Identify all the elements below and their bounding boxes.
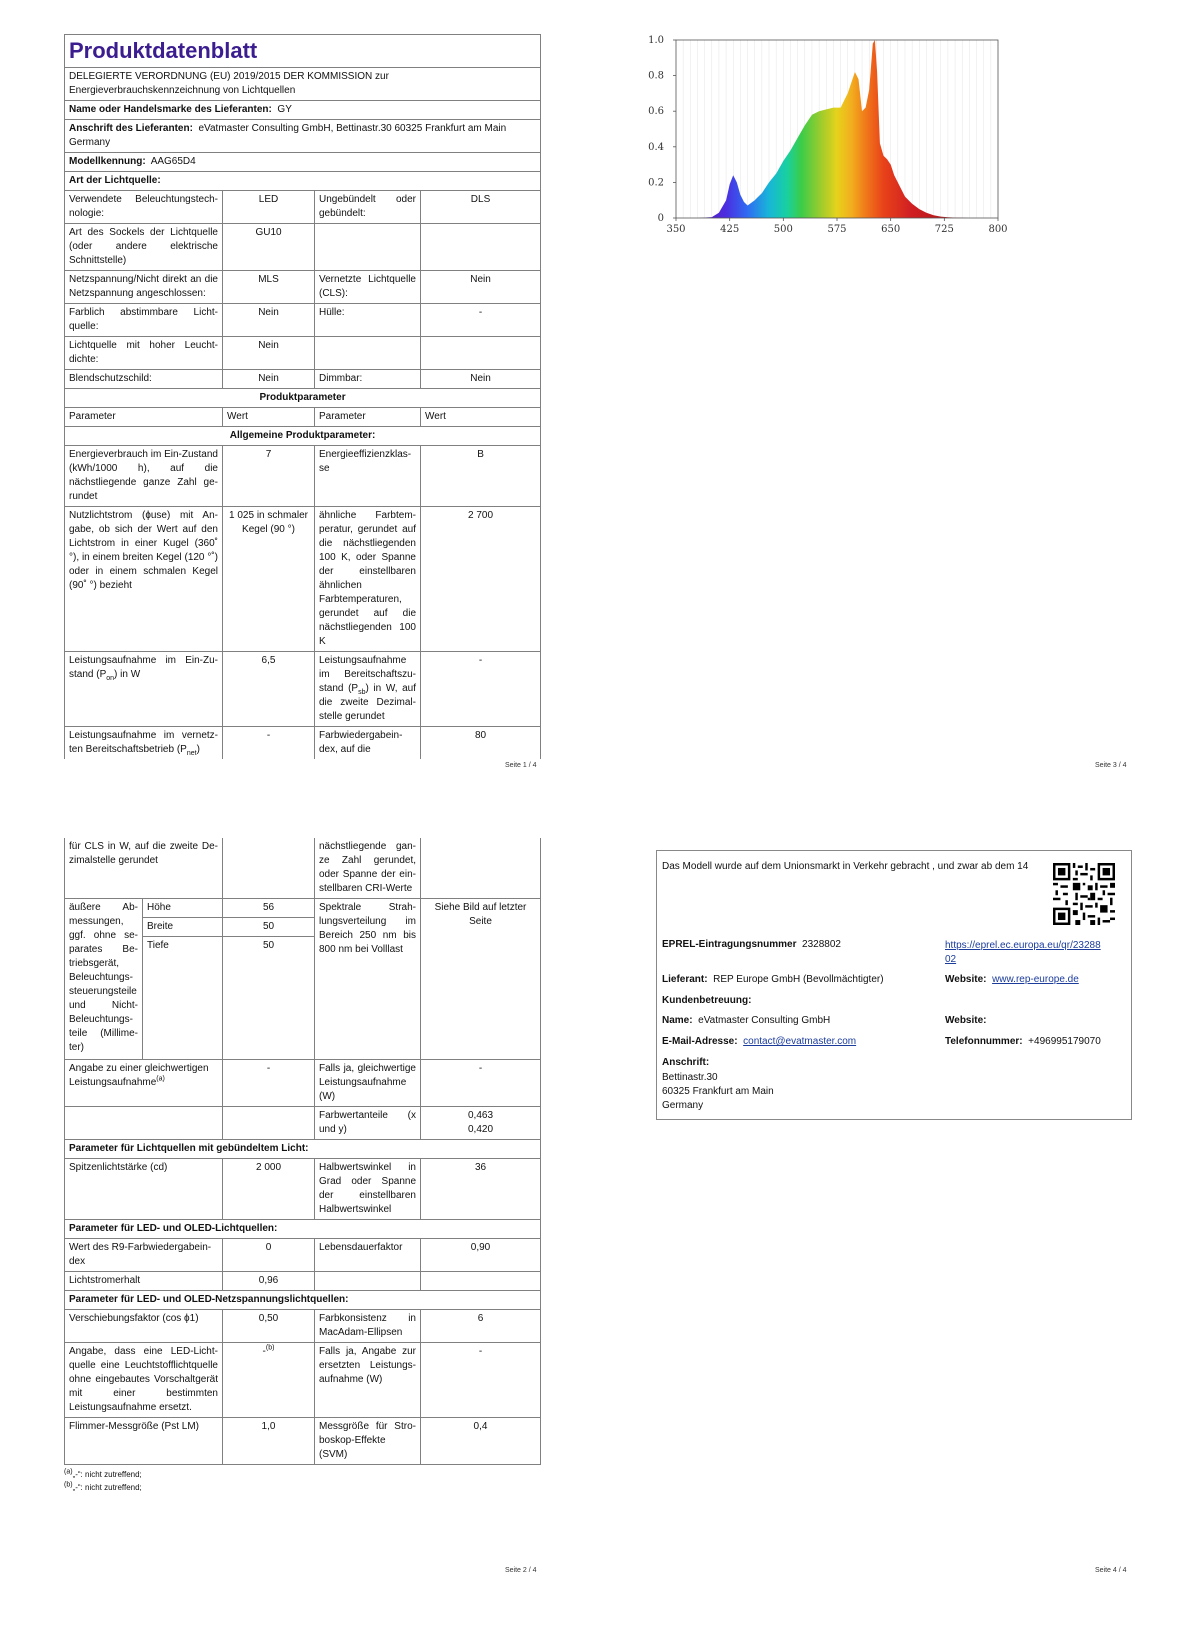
equivalent-power-value-2: - bbox=[421, 1060, 541, 1107]
energy-class-label: Energieeffizienzklasse bbox=[315, 446, 421, 507]
model-id: AAG65D4 bbox=[150, 156, 196, 167]
survival-factor-label: Lebensdauerfaktor bbox=[315, 1239, 421, 1272]
spectrum-area bbox=[676, 40, 998, 218]
page-number-2: Seite 2 / 4 bbox=[505, 1567, 537, 1574]
equivalent-power-label: Angabe zu einer gleichwertigen Leistungsaufnahme$^{(a)}$ bbox=[65, 1060, 223, 1107]
model-row bbox=[65, 153, 541, 172]
eprel-label: EPREL-Eintragungsnummer 2328802 bbox=[662, 939, 841, 950]
value-header: Wert bbox=[223, 408, 315, 427]
supplier-address-label: Anschrift des Lieferanten: bbox=[69, 123, 193, 134]
chromaticity-label: Farbwertanteile (x und y) bbox=[315, 1107, 421, 1140]
name-value: eVatmaster Consulting GmbH bbox=[698, 1015, 831, 1026]
equivalent-power-value: - bbox=[223, 1060, 315, 1107]
height-label: Höhe bbox=[143, 899, 223, 918]
equivalent-power-label-2: Falls ja, gleichwertige Leistungsaufnahme (W) bbox=[315, 1060, 421, 1107]
eprel-number: 2328802 bbox=[802, 939, 841, 950]
displacement-factor-label: Verschiebungsfaktor (cos ϕ1) bbox=[65, 1310, 223, 1343]
product-params-heading: Produktparameter bbox=[65, 389, 541, 408]
mains-led-heading: Parameter für LED- und OLED-Netzspannungslichtquellen: bbox=[65, 1291, 541, 1310]
param-header-2: Parameter bbox=[315, 408, 421, 427]
page-number-4: Seite 4 / 4 bbox=[1095, 1567, 1127, 1574]
phone-row: Telefonnummer: +496995179070 bbox=[945, 1036, 1101, 1047]
spectral-label: Spektrale Strahlungsverteilung im Bereich 250 nm bis 800 nm bei Volllast bbox=[315, 899, 421, 1060]
technology-label: Verwendete Beleuchtungstechnologie: bbox=[65, 191, 223, 224]
replacement-claim-value: -$^{(b)}$ bbox=[223, 1343, 315, 1418]
lumen-maintenance-value: 0,96 bbox=[223, 1272, 315, 1291]
networked-standby-value: - bbox=[223, 727, 315, 760]
cri-label-cont: nächstliegende ganze Zahl gerundet, oder Spanne der einstellbaren CRI-Werte bbox=[315, 838, 421, 899]
cap-type-value: GU10 bbox=[223, 224, 315, 271]
eprel-link[interactable]: https://eprel.ec.europa.eu/qr/2328802 bbox=[945, 940, 1101, 965]
address-line-3: Germany bbox=[662, 1100, 704, 1111]
footnote-a: $^{(a)}$„-“: nicht zutreffend; bbox=[64, 1468, 142, 1479]
spectral-distribution-chart bbox=[650, 30, 1010, 250]
supplier-row: Lieferant: REP Europe GmbH (Bevollmächtigter) bbox=[662, 974, 884, 985]
energy-class-value: B bbox=[421, 446, 541, 507]
phone-value: +496995179070 bbox=[1028, 1036, 1101, 1047]
supplier-name: GY bbox=[277, 104, 292, 115]
beam-angle-label: Halbwertswinkel in Grad oder Spanne der einstellbaren Halbwertswinkel bbox=[315, 1159, 421, 1220]
cri-value: 80 bbox=[421, 727, 541, 760]
replacement-claim-label: Angabe, dass eine LED-Lichtquelle eine Leuchtstofflichtquelle ohne eingebautes Vorschaltgerät mit einer bestimmten Leistungsaufnahme ersetzt. bbox=[65, 1343, 223, 1418]
colour-consistency-value: 6 bbox=[421, 1310, 541, 1343]
address-line-2: 60325 Frankfurt am Main bbox=[662, 1086, 774, 1097]
technology-value: LED bbox=[223, 191, 315, 224]
email-row: E-Mail-Adresse: contact@evatmaster.com bbox=[662, 1036, 857, 1047]
spectral-value: Siehe Bild auf letzter Seite bbox=[421, 899, 541, 1060]
model-label: Modellkennung: bbox=[69, 156, 146, 167]
email-link[interactable]: contact@evatmaster.com bbox=[743, 1036, 857, 1047]
x-tick-label: 725 bbox=[934, 224, 954, 235]
regulation-text: DELEGIERTE VERORDNUNG (EU) 2019/2015 DER KOMMISSION zur Energieverbrauchskennzeichnung von Lichtquellen bbox=[65, 68, 541, 101]
light-source-type-heading: Art der Lichtquelle: bbox=[65, 172, 541, 191]
standby-power-value: - bbox=[421, 652, 541, 727]
cri-label: Farbwiedergabeindex, auf die bbox=[315, 727, 421, 760]
x-tick-label: 650 bbox=[881, 224, 901, 235]
cct-value: 2 700 bbox=[421, 507, 541, 652]
supplier-address: eVatmaster Consulting GmbH, Bettinastr.30 60325 Frankfurt am Main Germany bbox=[69, 123, 507, 148]
product-data-table-1 bbox=[64, 34, 541, 759]
replacement-power-label: Falls ja, Angabe zur ersetzten Leistungsaufnahme (W) bbox=[315, 1343, 421, 1418]
directional-value: DLS bbox=[421, 191, 541, 224]
y-tick-label: 0.2 bbox=[648, 177, 664, 189]
on-mode-power-label: Leistungsaufnahme im Ein-Zustand $(P_{on})$ in W bbox=[65, 652, 223, 727]
peak-intensity-value: 2 000 bbox=[223, 1159, 315, 1220]
colour-consistency-label: Farbkonsistenz in MacAdam-Ellipsen bbox=[315, 1310, 421, 1343]
dimmable-value: Nein bbox=[421, 370, 541, 389]
directional-label: Ungebündelt oder gebündelt: bbox=[315, 191, 421, 224]
r9-value: 0 bbox=[223, 1239, 315, 1272]
x-tick-label: 575 bbox=[827, 224, 847, 235]
luminous-flux-label: Nutzlichtstrom (ɸuse) mit Angabe, ob sich der Wert auf den Lichtstrom in einer Kugel (360˚ °), in einem breiten Kegel (120 °˚) oder in einem schmalen Kegel (90˚ °) bezieht bbox=[65, 507, 223, 652]
chromaticity-x: 0,463 bbox=[467, 1110, 494, 1121]
svm-value: 0,4 bbox=[421, 1418, 541, 1465]
page-number-3: Seite 3 / 4 bbox=[1095, 762, 1127, 769]
footnote-b: $^{(b)}$„-“: nicht zutreffend; bbox=[64, 1481, 142, 1492]
page-1 bbox=[64, 34, 540, 756]
document-title: Produktdatenblatt bbox=[65, 35, 541, 68]
svm-label: Messgröße für Stroboskop-Effekte (SVM) bbox=[315, 1418, 421, 1465]
depth-label: Tiefe bbox=[143, 937, 223, 1060]
energy-consumption-label: Energieverbrauch im Ein-Zustand (kWh/1000 h), auf die nächstliegende ganze Zahl gerundet bbox=[65, 446, 223, 507]
y-tick-label: 0 bbox=[657, 213, 664, 224]
chromaticity-y: 0,420 bbox=[467, 1124, 494, 1135]
flicker-label: Flimmer-Messgröße (Pst LM) bbox=[65, 1418, 223, 1465]
survival-factor-value: 0,90 bbox=[421, 1239, 541, 1272]
x-tick-label: 800 bbox=[988, 224, 1008, 235]
cls-standby-label-cont: für CLS in W, auf die zweite Dezimalstelle gerundet bbox=[65, 838, 223, 899]
footnotes bbox=[64, 1468, 540, 1494]
r9-label: Wert des R9-Farbwiedergabeindex bbox=[65, 1239, 223, 1272]
cct-label: ähnliche Farbtemperatur, gerundet auf die nächstliegenden 100 K, oder Spanne der einstellbaren ähnlichen Farbtemperaturen, gerundet auf die nächstliegenden 100 K bbox=[315, 507, 421, 652]
page-number-1: Seite 1 / 4 bbox=[505, 762, 537, 769]
website-row: Website: www.rep-europe.de bbox=[945, 974, 1079, 985]
y-tick-label: 1.0 bbox=[648, 35, 664, 46]
flicker-value: 1,0 bbox=[223, 1418, 315, 1465]
supplier-value: REP Europe GmbH (Bevollmächtigter) bbox=[713, 974, 884, 985]
supplier-name-label: Name oder Handelsmarke des Lieferanten: bbox=[69, 104, 272, 115]
general-params-heading: Allgemeine Produktparameter: bbox=[65, 427, 541, 446]
peak-intensity-label: Spitzenlichtstärke (cd) bbox=[65, 1159, 223, 1220]
cls-label: Vernetzte Lichtquelle (CLS): bbox=[315, 271, 421, 304]
anti-glare-label: Blendschutzschild: bbox=[65, 370, 223, 389]
supplier-name-row bbox=[65, 101, 541, 120]
luminous-flux-value: 1 025 in schmaler Kegel (90 °) bbox=[223, 507, 315, 652]
market-placement-text: Das Modell wurde auf dem Unionsmarkt in Verkehr gebracht , und zwar ab dem 14 bbox=[662, 861, 1029, 872]
dimensions-label: äußere Abmessungen, ggf. ohne separates Betriebsgerät, Beleuchtungssteuerungsteile und Nicht-Beleuchtungsteile (Millimeter) bbox=[65, 899, 143, 1060]
mains-label: Netzspannung/Nicht direkt an die Netzspannung angeschlossen: bbox=[65, 271, 223, 304]
spectral-chart-svg bbox=[650, 30, 1010, 250]
supplier-address-row bbox=[65, 120, 541, 153]
displacement-factor-value: 0,50 bbox=[223, 1310, 315, 1343]
page-2 bbox=[64, 838, 540, 1494]
depth-value: 50 bbox=[223, 937, 315, 1060]
beam-angle-value: 36 bbox=[421, 1159, 541, 1220]
x-tick-label: 500 bbox=[773, 224, 793, 235]
product-data-table-2 bbox=[64, 838, 541, 1465]
standby-power-label: Leistungsaufnahme im Bereitschaftszustand $(P_{sb})$ in W, auf die zweite Dezimalstelle gerundet bbox=[315, 652, 421, 727]
cap-type-label: Art des Sockels der Lichtquelle (oder andere elektrische Schnittstelle) bbox=[65, 224, 223, 271]
y-tick-label: 0.8 bbox=[648, 70, 664, 82]
value-header-2: Wert bbox=[421, 408, 541, 427]
anti-glare-value: Nein bbox=[223, 370, 315, 389]
tunable-value: Nein bbox=[223, 304, 315, 337]
networked-standby-label: Leistungsaufnahme im vernetzten Bereitschaftsbetrieb $(P_{net})$ bbox=[65, 727, 223, 760]
name-row: Name: eVatmaster Consulting GmbH bbox=[662, 1015, 831, 1026]
eprel-info-box bbox=[656, 850, 1132, 1120]
x-tick-label: 425 bbox=[720, 224, 740, 235]
tunable-label: Farblich abstimmbare Lichtquelle: bbox=[65, 304, 223, 337]
energy-consumption-value: 7 bbox=[223, 446, 315, 507]
website2-label: Website: bbox=[945, 1015, 987, 1026]
directional-heading: Parameter für Lichtquellen mit gebündeltem Licht: bbox=[65, 1140, 541, 1159]
on-mode-power-value: 6,5 bbox=[223, 652, 315, 727]
website-link[interactable]: www.rep-europe.de bbox=[992, 974, 1079, 985]
qr-code-icon bbox=[1053, 863, 1115, 925]
high-luminance-value: Nein bbox=[223, 337, 315, 370]
chromaticity-value bbox=[421, 1107, 541, 1140]
width-value: 50 bbox=[223, 918, 315, 937]
height-value: 56 bbox=[223, 899, 315, 918]
param-header: Parameter bbox=[65, 408, 223, 427]
replacement-power-value: - bbox=[421, 1343, 541, 1418]
y-tick-label: 0.4 bbox=[648, 141, 664, 153]
high-luminance-label: Lichtquelle mit hoher Leuchtdichte: bbox=[65, 337, 223, 370]
lumen-maintenance-label: Lichtstromerhalt bbox=[65, 1272, 223, 1291]
dimmable-label: Dimmbar: bbox=[315, 370, 421, 389]
address-line-1: Bettinastr.30 bbox=[662, 1072, 718, 1083]
address-label: Anschrift: bbox=[662, 1057, 710, 1068]
customer-service-heading: Kundenbetreuung: bbox=[662, 995, 752, 1006]
mains-value: MLS bbox=[223, 271, 315, 304]
address-block bbox=[662, 1071, 774, 1113]
x-tick-label: 350 bbox=[666, 224, 686, 235]
led-heading: Parameter für LED- und OLED-Lichtquellen: bbox=[65, 1220, 541, 1239]
cls-value: Nein bbox=[421, 271, 541, 304]
width-label: Breite bbox=[143, 918, 223, 937]
envelope-value: - bbox=[421, 304, 541, 337]
envelope-label: Hülle: bbox=[315, 304, 421, 337]
y-tick-label: 0.6 bbox=[648, 106, 664, 118]
